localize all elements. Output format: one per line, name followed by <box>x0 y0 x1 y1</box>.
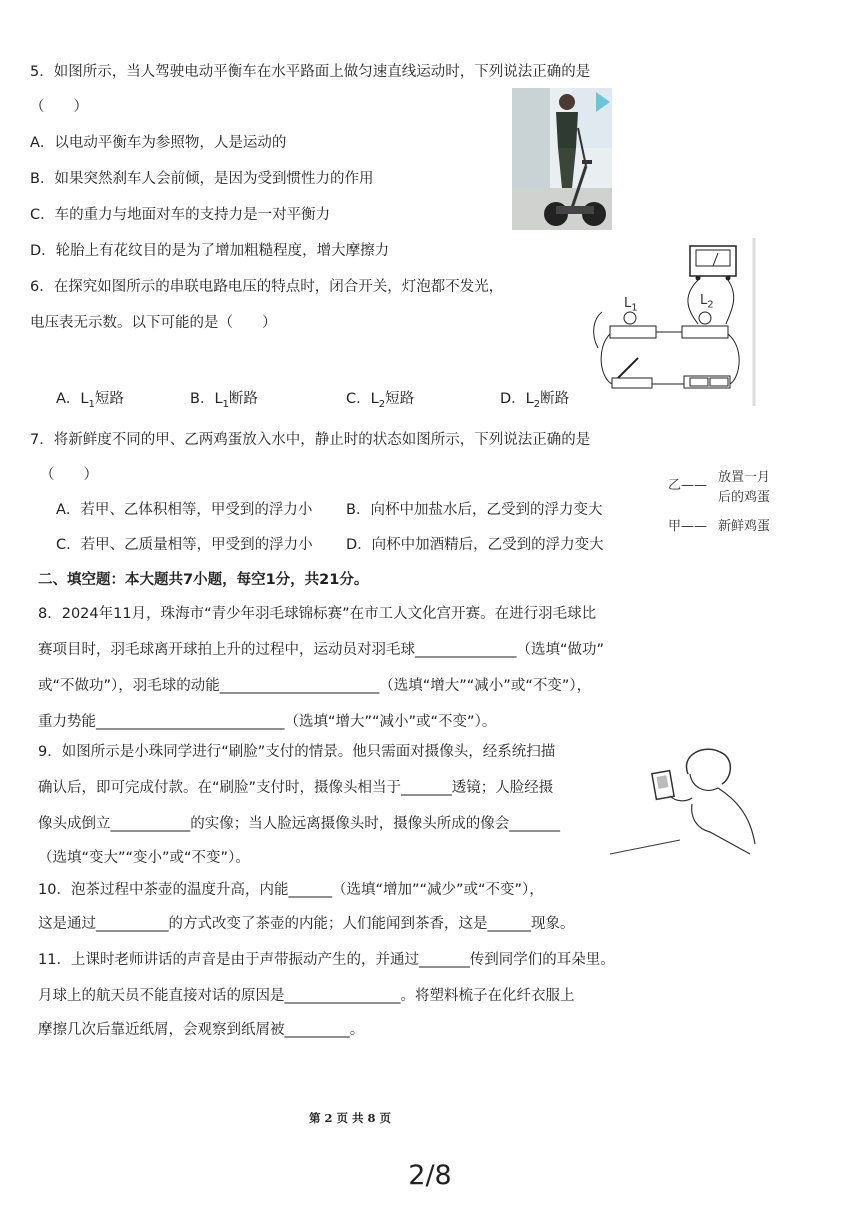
q7-option-b: B．向杯中加盐水后，乙受到的浮力变大 <box>346 502 603 518</box>
q10-line2: 这是通过__________的方式改变了茶壶的内能；人们能闻到茶香，这是______现象。 <box>38 916 575 932</box>
q9-line2: 确认后，即可完成付款。在“刷脸”支付时，摄像头相当于_______透镜；人脸经摄 <box>38 780 554 796</box>
q6-option-d: D．$L_2$断路 <box>500 391 570 410</box>
q7-paren: （ ） <box>40 467 98 483</box>
q6-stem-line2: 电压表无示数。以下可能的是（ ） <box>30 315 277 331</box>
q7-option-d: D．向杯中加酒精后，乙受到的浮力变大 <box>346 537 604 553</box>
q7-option-c: C．若甲、乙质量相等，甲受到的浮力小 <box>56 537 313 553</box>
egg-yi-text-line2: 后的鸡蛋 <box>718 490 771 505</box>
q5-option-b: B．如果突然刹车人会前倾，是因为受到惯性力的作用 <box>30 171 374 187</box>
q7-option-a: A．若甲、乙体积相等，甲受到的浮力小 <box>56 502 313 518</box>
lamp-l2-label: $L_2$ <box>700 293 714 311</box>
q9-line1: 9．如图所示是小珠同学进行“刷脸”支付的情景。他只需面对摄像头，经系统扫描 <box>38 744 556 760</box>
face-payment-sketch <box>610 744 760 858</box>
egg-yi-marker: 乙—— <box>668 478 708 493</box>
q5-option-c: C．车的重力与地面对车的支持力是一对平衡力 <box>30 207 331 223</box>
q7-stem: 7．将新鲜度不同的甲、乙两鸡蛋放入水中，静止时的状态如图所示，下列说法正确的是 <box>30 432 591 448</box>
section-2-heading: 二、填空题：本大题共7小题，每空1分，共21分。 <box>38 572 369 588</box>
q5-stem: 5．如图所示，当人驾驶电动平衡车在水平路面上做匀速直线运动时，下列说法正确的是 <box>30 64 591 80</box>
q6-option-b: B．$L_1$断路 <box>190 391 258 410</box>
q8-line2: 赛项目时，羽毛球离开球拍上升的过程中，运动员对羽毛球______________（选填“做功” <box>38 642 605 658</box>
q10-line1: 10．泡茶过程中茶壶的温度升高，内能______（选填“增加”“减少”或“不变”）， <box>38 882 544 898</box>
q8-line1: 8．2024年11月，珠海市“青少年羽毛球锦标赛”在市工人文化宫开赛。在进行羽毛球比 <box>38 606 597 622</box>
lamp-l1-label: $L_1$ <box>624 296 638 314</box>
q6-stem-line1: 6．在探究如图所示的串联电路电压的特点时，闭合开关，灯泡都不发光， <box>30 279 504 295</box>
series-circuit-diagram <box>590 238 760 406</box>
q5-option-d: D．轮胎上有花纹目的是为了增加粗糙程度，增大摩擦力 <box>30 243 390 259</box>
balance-scooter-photo <box>512 88 612 230</box>
q6-option-c: C．$L_2$短路 <box>346 391 415 410</box>
q5-paren: （ ） <box>30 99 88 115</box>
egg-jia-marker: 甲—— <box>668 519 708 534</box>
q9-line4: （选填“变大”“变小”或“不变”）。 <box>38 850 250 866</box>
egg-jia-text: 新鲜鸡蛋 <box>718 519 771 534</box>
q8-line3: 或“不做功”），羽毛球的动能______________________（选填“增大”“减小”或“不变”）， <box>38 678 592 694</box>
egg-yi-text-line1: 放置一月 <box>718 470 771 485</box>
q8-line4: 重力势能__________________________（选填“增大”“减小”或“不变”）。 <box>38 714 497 730</box>
page-footer: 第 2 页 共 8 页 <box>308 1111 392 1125</box>
q11-line2: 月球上的航天员不能直接对话的原因是________________。将塑料梳子在化纤衣服上 <box>38 988 575 1004</box>
page-indicator: 2/8 <box>408 1160 452 1191</box>
q5-option-a: A．以电动平衡车为参照物，人是运动的 <box>30 135 287 151</box>
q6-option-a: A．$L_1$短路 <box>56 391 124 410</box>
q11-line1: 11．上课时老师讲话的声音是由于声带振动产生的，并通过_______传到同学们的耳朵里。 <box>38 952 615 968</box>
q11-line3: 摩擦几次后靠近纸屑，会观察到纸屑被_________。 <box>38 1022 365 1038</box>
q9-line3: 像头成倒立___________的实像；当人脸远离摄像头时，摄像头所成的像会_______ <box>38 816 560 832</box>
